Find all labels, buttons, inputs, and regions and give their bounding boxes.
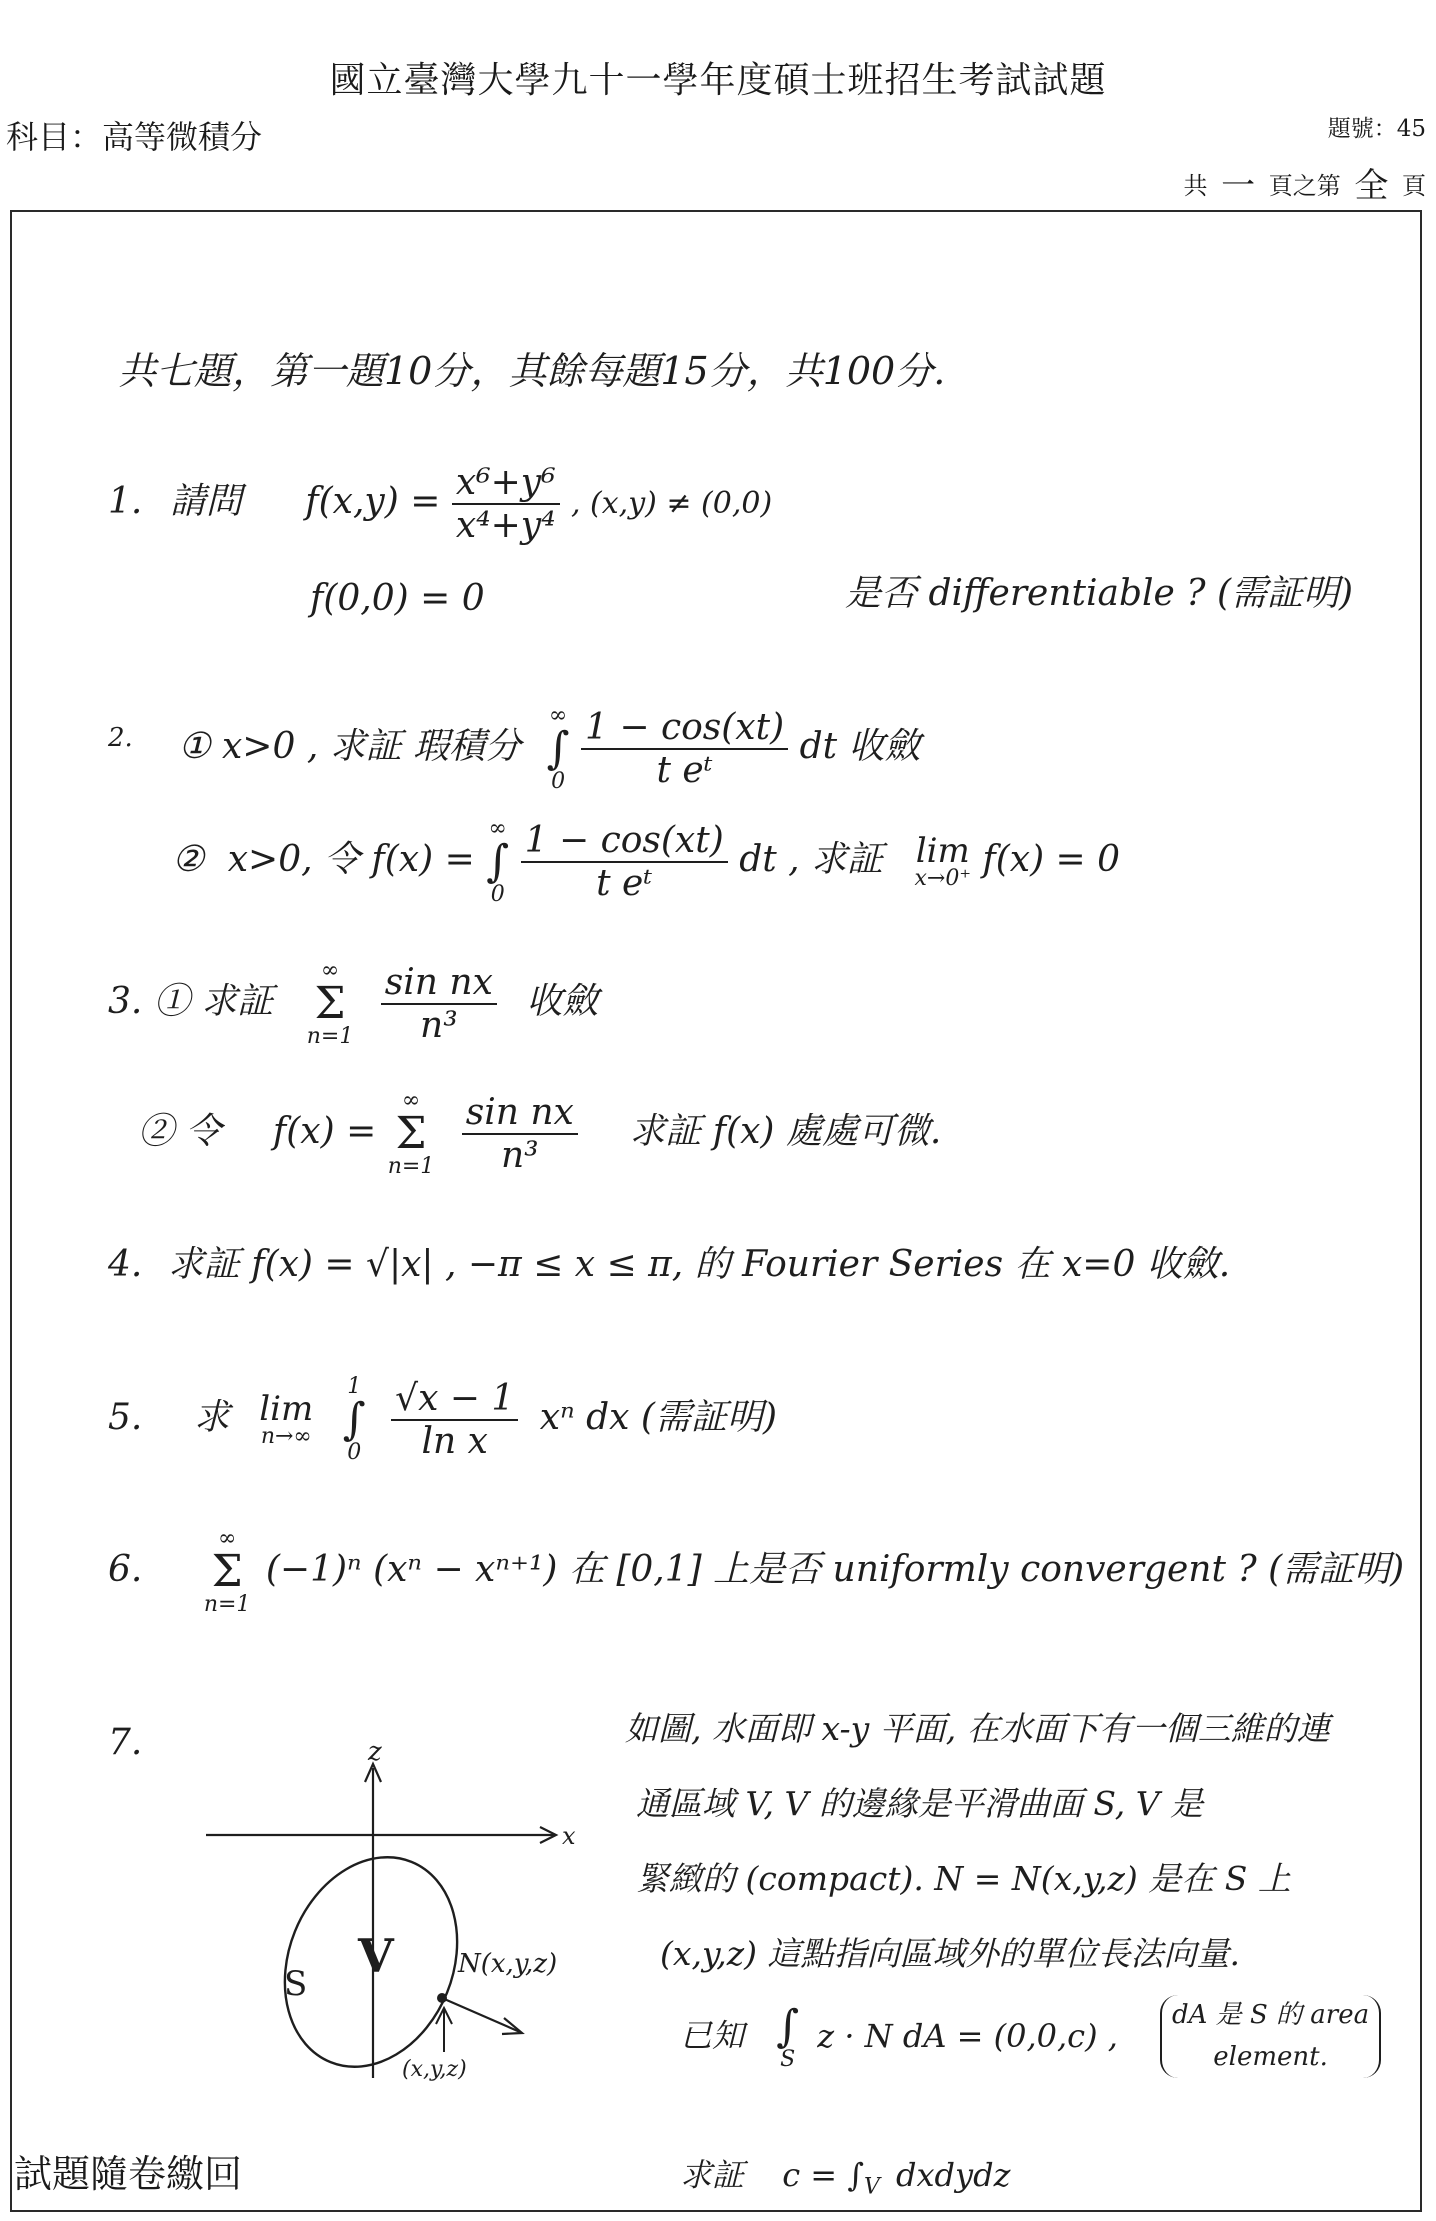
- q7-prove-expr: c = ∫: [782, 2156, 864, 2194]
- q7-prove-tail: dxdydz: [896, 2156, 1011, 2194]
- pages-pre: 共: [1183, 172, 1208, 200]
- q7-known: 已知: [680, 2016, 745, 2055]
- q6-line: [108, 1528, 1404, 1616]
- q6-expr: (−1)ⁿ (xⁿ − xⁿ⁺¹) 在 [0,1] 上是否 uniformly convergent ? (需証明): [265, 1549, 1405, 1590]
- axis-x-label: x: [562, 1822, 576, 1850]
- q7-surface-integral: [776, 2001, 800, 2072]
- q7-text-line2: 通區域 V, V 的邊緣是平滑曲面 S, V 是: [636, 1784, 1204, 1823]
- subject-label: 科目：高等微積分: [6, 118, 263, 156]
- q2-number: 2.: [108, 723, 133, 753]
- q3-p2-sum: [388, 1090, 435, 1178]
- axis-z-label: z: [368, 1740, 382, 1767]
- q3-denominator: n³: [420, 1005, 458, 1046]
- q2-lim: lim: [915, 831, 970, 871]
- q5-denominator: ln x: [421, 1421, 488, 1462]
- q5-integral: [343, 1376, 366, 1464]
- q3-line1: [108, 960, 598, 1048]
- q2-p1-fraction: [581, 707, 788, 791]
- q3-p1-tail: 收斂: [526, 981, 599, 1022]
- q5-line: [108, 1376, 777, 1464]
- q3-p2-label: ② 令: [138, 1111, 222, 1152]
- q2-p2-numerator: 1 − cos(xt): [521, 820, 728, 863]
- q7-prove: 求証: [680, 2156, 745, 2194]
- q7-diagram: [190, 1740, 610, 2100]
- q5-fraction: [391, 1378, 518, 1462]
- q4-text: 求証 f(x) = √|x| , −π ≤ x ≤ π, 的 Fourier Series 在 x=0 收斂.: [167, 1244, 1231, 1285]
- q2-int-upper: ∞: [548, 703, 568, 728]
- pages-post: 頁: [1402, 172, 1426, 200]
- q3-line2: [138, 1090, 941, 1178]
- region-V-label: V: [358, 1929, 394, 1983]
- q3-numerator: sin nx: [381, 962, 497, 1005]
- q6-sum: [204, 1528, 251, 1616]
- return-notice: 試題隨卷繳回: [14, 2152, 243, 2196]
- q7-note-line1: dA 是 S 的 area: [1172, 2000, 1370, 2030]
- q3-p2-sum-lower: n=1: [387, 1154, 435, 1179]
- q5-int-upper: 1: [347, 1374, 362, 1399]
- q1-fraction: [452, 462, 560, 546]
- q7-prove-sub: V: [863, 2174, 880, 2200]
- q7-known-expr: z · N dA = (0,0,c) ,: [817, 2016, 1118, 2055]
- q2-p2-denominator: t eᵗ: [596, 863, 653, 904]
- q2-p1-tail: dt 收斂: [799, 726, 921, 767]
- q2-p2-mid: dt , 求証: [739, 839, 884, 880]
- q3-p2-numerator: sin nx: [462, 1092, 578, 1135]
- page-count: [1183, 158, 1426, 207]
- q2-p2-text: x>0, 令 f(x) =: [227, 839, 475, 880]
- q3-p2-fraction: [462, 1092, 578, 1176]
- q5-int-lower: 0: [347, 1440, 362, 1465]
- q7-text-line1: 如圖, 水面即 x-y 平面, 在水面下有一個三維的連: [625, 1709, 1330, 1748]
- integral-sign: ∫: [342, 1394, 366, 1445]
- exam-intro: 共七題，第一題10分，其餘每題15分，共100分.: [118, 349, 946, 393]
- q3-p2-tail: 求証 f(x) 處處可微.: [629, 1111, 942, 1152]
- q2-limit: [914, 831, 971, 891]
- q7-prove-line: [680, 2150, 1010, 2199]
- q2-line1: [108, 705, 921, 793]
- q2-p2-label: ②: [172, 839, 205, 880]
- q7-text-line4: (x,y,z) 這點指向區域外的單位長法向量.: [660, 1934, 1240, 1973]
- q2-p2-fraction: [521, 820, 728, 904]
- question-number: 題號：45: [1327, 116, 1426, 142]
- q2-p1-text: x>0 , 求証 瑕積分: [222, 726, 522, 767]
- q2-p1-integral: [547, 705, 570, 793]
- pages-mid: 頁之第: [1268, 172, 1341, 200]
- q2-p1-denominator: t eᵗ: [656, 750, 713, 791]
- q6-number: 6.: [108, 1549, 143, 1590]
- q3-p2-sum-upper: ∞: [401, 1088, 421, 1113]
- q3-sum-lower: n=1: [306, 1024, 354, 1049]
- q3-sum: [307, 960, 354, 1048]
- q1-condition: , (x,y) ≠ (0,0): [570, 486, 773, 521]
- normal-vector: [442, 1998, 520, 2032]
- q1-tail: 是否 differentiable ? (需証明): [845, 573, 1354, 614]
- q2-p2-integral: [486, 818, 509, 906]
- q2-p2-tail: f(x) = 0: [982, 839, 1121, 880]
- q7-known-line: [680, 2001, 1118, 2072]
- q3-p2-denominator: n³: [500, 1135, 539, 1176]
- q1-numerator: x⁶+y⁶: [452, 462, 560, 505]
- q4-number: 4.: [108, 1244, 143, 1285]
- q6-sum-upper: ∞: [217, 1526, 237, 1551]
- q7-number: 7.: [108, 1722, 143, 1763]
- q5-lim: lim: [259, 1389, 314, 1429]
- q5-lim-sub: n→∞: [260, 1424, 312, 1449]
- q3-number: 3.: [108, 981, 143, 1022]
- q2-lim-sub: x→0⁺: [914, 866, 971, 891]
- q2-int-lower: 0: [551, 769, 566, 794]
- q7-note: [1160, 1995, 1381, 2078]
- sum-sign: Σ: [211, 1546, 243, 1597]
- q6-sum-lower: n=1: [203, 1592, 251, 1617]
- q3-sum-upper: ∞: [320, 958, 340, 983]
- integral-sign: ∫: [486, 836, 510, 887]
- q7-note-line2: element.: [1213, 2041, 1328, 2072]
- q1-number: 1.: [108, 481, 143, 522]
- sum-sign: Σ: [314, 978, 346, 1029]
- exam-title: 國立臺灣大學九十一學年度碩士班招生考試試題: [329, 60, 1107, 101]
- q5-numerator: √x − 1: [391, 1378, 518, 1421]
- pages-current: 全: [1354, 166, 1389, 206]
- q3-p1-fraction: [381, 962, 497, 1046]
- q2-p2-int-upper: ∞: [488, 816, 507, 841]
- q3-p2-def: f(x) =: [272, 1111, 377, 1152]
- q1-denominator: x⁴+y⁴: [455, 505, 556, 546]
- q2-p2-int-lower: 0: [490, 882, 505, 907]
- q1-f0: f(0,0) = 0: [310, 578, 485, 619]
- q7-text-line3: 緊緻的 (compact). N = N(x,y,z) 是在 S 上: [636, 1859, 1291, 1898]
- q5-number: 5.: [108, 1397, 143, 1438]
- q2-line2: [172, 818, 1120, 906]
- q1-ask: 請問: [169, 481, 242, 522]
- q4-line: [108, 1236, 1230, 1287]
- surface-integral-sub: S: [780, 2047, 796, 2072]
- integral-sign: ∫: [546, 723, 570, 774]
- q1-line1: [108, 462, 772, 546]
- q5-limit: [259, 1389, 314, 1449]
- q2-p1-label: ①: [178, 726, 211, 767]
- surface-S-label: S: [284, 1964, 308, 2004]
- q3-p1-label: ① 求証: [153, 981, 274, 1022]
- point-xyz-label: (x,y,z): [402, 2057, 467, 2082]
- q5-ask: 求: [193, 1397, 230, 1438]
- sum-sign: Σ: [395, 1108, 427, 1159]
- normal-N-label: N(x,y,z): [458, 1949, 558, 1979]
- pages-total: 一: [1221, 166, 1256, 206]
- q1-f-def: f(x,y) =: [305, 481, 441, 522]
- q2-p1-numerator: 1 − cos(xt): [581, 707, 788, 750]
- surface-integral-sign: ∫: [776, 2001, 800, 2052]
- q5-tail: xⁿ dx (需証明): [539, 1397, 777, 1438]
